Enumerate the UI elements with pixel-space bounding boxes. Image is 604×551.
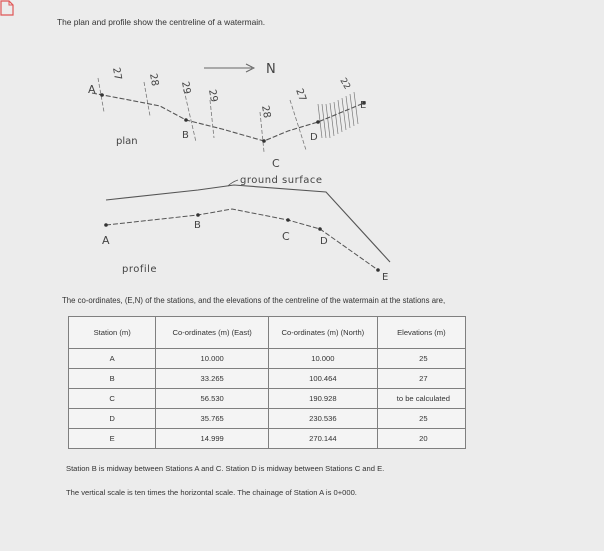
contour-label: 27 (293, 87, 308, 103)
plan-station-label: B (182, 130, 189, 141)
elevation-cell: 20 (377, 429, 465, 449)
note-midway: Station B is midway between Stations A and C. Station D is midway between Stations C and E. (66, 464, 385, 473)
east-cell: 33.265 (156, 369, 269, 389)
profile-station-label: B (194, 220, 201, 231)
east-header: Co-ordinates (m) (East) (156, 317, 269, 349)
station-cell: B (69, 369, 156, 389)
profile-view-label: profile (122, 264, 158, 275)
contour-label: 27 (110, 66, 124, 82)
plan-station-label: D (310, 132, 318, 143)
ground-surface-label: ground surface (240, 175, 323, 186)
table-row (69, 349, 466, 369)
station-cell: C (69, 389, 156, 409)
plan-station-label: C (272, 157, 280, 170)
profile-centreline (106, 209, 378, 270)
table-row (69, 369, 466, 389)
ground-surface-line (106, 185, 390, 262)
station-cell: E (69, 429, 156, 449)
note-scale: The vertical scale is ten times the horizontal scale. The chainage of Station A is 0+000. (66, 488, 357, 497)
profile-view (102, 175, 390, 283)
east-cell: 14.999 (156, 429, 269, 449)
elevation-header: Elevations (m) (377, 317, 465, 349)
contour-label: 28 (147, 72, 161, 88)
east-cell: 56.530 (156, 389, 269, 409)
plan-station-label: E (360, 100, 367, 111)
profile-station-label: C (282, 230, 290, 243)
station-cell: A (69, 349, 156, 369)
north-cell: 10.000 (269, 349, 378, 369)
east-cell: 35.765 (156, 409, 269, 429)
station-cell: D (69, 409, 156, 429)
station-header: Station (m) (69, 317, 156, 349)
table-row (69, 389, 466, 409)
profile-station-label: A (102, 234, 110, 247)
contour-label: 29 (179, 80, 193, 96)
north-cell: 100.464 (269, 369, 378, 389)
table-header-row (69, 317, 466, 349)
profile-station-label: E (382, 272, 389, 283)
intro-text: The plan and profile show the centreline of a watermain. (57, 17, 266, 27)
north-cell: 270.144 (269, 429, 378, 449)
elevation-cell: to be calculated (377, 389, 465, 409)
elevation-cell: 27 (377, 369, 465, 389)
stations-table (68, 316, 466, 449)
elevation-cell: 25 (377, 409, 465, 429)
description-text: The co-ordinates, (E,N) of the stations, and the elevations of the centreline of the watermain at the stations are, (62, 296, 446, 305)
plan-view-label: plan (116, 136, 138, 147)
elevation-cell: 25 (377, 349, 465, 369)
north-cell: 190.928 (269, 389, 378, 409)
profile-station-label: D (320, 236, 328, 247)
table-row (69, 409, 466, 429)
east-cell: 10.000 (156, 349, 269, 369)
table-row (69, 429, 466, 449)
contour-label: 29 (206, 88, 220, 104)
north-cell: 230.536 (269, 409, 378, 429)
plan-view (88, 62, 366, 170)
contour-label: 22 (337, 76, 352, 92)
plan-station-label: A (88, 83, 96, 96)
north-label: N (266, 62, 276, 77)
north-header: Co-ordinates (m) (North) (269, 317, 378, 349)
contour-label: 28 (259, 104, 273, 120)
